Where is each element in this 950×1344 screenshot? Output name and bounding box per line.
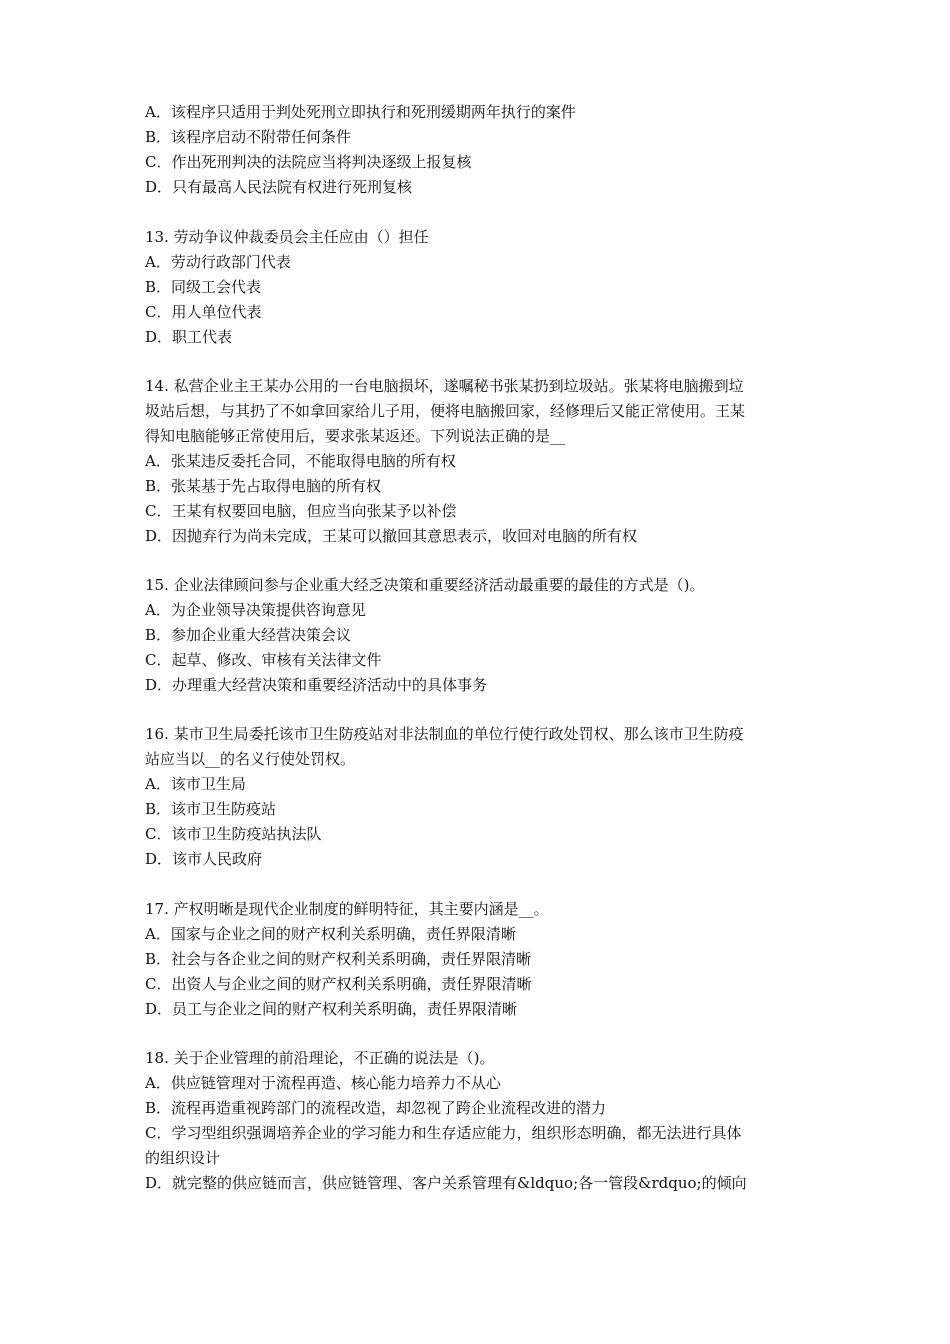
option-c-continued: 的组织设计 (145, 1149, 221, 1167)
question-stem: 18. 关于企业管理的前沿理论，不正确的说法是（)。 (145, 1049, 495, 1067)
question-18 (145, 1046, 815, 1196)
question-stem: 站应当以__的名义行使处罚权。 (145, 750, 356, 768)
option-b: B．参加企业重大经营决策会议 (145, 626, 352, 644)
question-17 (145, 897, 815, 1022)
option-a: A．该市卫生局 (145, 775, 246, 793)
option-a: A．劳动行政部门代表 (145, 253, 291, 271)
option-d: D．办理重大经营决策和重要经济活动中的具体事务 (145, 676, 488, 694)
option-c: C．出资人与企业之间的财产权利关系明确，责任界限清晰 (145, 975, 532, 993)
question-13 (145, 225, 815, 350)
option-a: A．为企业领导决策提供咨询意见 (145, 601, 366, 619)
question-12-options (145, 100, 815, 200)
option-d: D．只有最高人民法院有权进行死刑复核 (145, 178, 413, 196)
question-15 (145, 573, 815, 698)
option-a: A．供应链管理对于流程再造、核心能力培养力不从心 (145, 1074, 501, 1092)
question-stem: 15. 企业法律顾问参与企业重大经乏决策和重要经济活动最重要的最佳的方式是（)。 (145, 576, 705, 594)
option-c: C．起草、修改、审核有关法律文件 (145, 651, 382, 669)
option-c: C．学习型组织强调培养企业的学习能力和生存适应能力，组织形态明确，都无法进行具体 (145, 1124, 742, 1142)
option-a: A．张某违反委托合同，不能取得电脑的所有权 (145, 452, 456, 470)
option-b: B．张某基于先占取得电脑的所有权 (145, 477, 382, 495)
question-stem: 14. 私营企业主王某办公用的一台电脑损坏，遂嘱秘书张某扔到垃圾站。张某将电脑搬到垃 (145, 377, 744, 395)
option-b: B．流程再造重视跨部门的流程改造，却忽视了跨企业流程改进的潜力 (145, 1099, 607, 1117)
option-d: D．该市人民政府 (145, 850, 263, 868)
option-d: D．员工与企业之间的财产权利关系明确，责任界限清晰 (145, 1000, 518, 1018)
question-stem: 圾站后想，与其扔了不如拿回家给儿子用，便将电脑搬回家，经修理后又能正常使用。王某 (145, 402, 746, 420)
option-b: B．该程序启动不附带任何条件 (145, 128, 352, 146)
option-c: C．用人单位代表 (145, 303, 262, 321)
option-b: B．社会与各企业之间的财产权利关系明确，责任界限清晰 (145, 950, 532, 968)
option-d: D．因抛弃行为尚未完成，王某可以撤回其意思表示，收回对电脑的所有权 (145, 527, 638, 545)
option-b: B．同级工会代表 (145, 278, 262, 296)
option-c: C．该市卫生防疫站执法队 (145, 825, 322, 843)
option-c: C．王某有权要回电脑，但应当向张某予以补偿 (145, 502, 457, 520)
option-d: D．就完整的供应链而言，供应链管理、客户关系管理有&ldquo;各一管段&rdquo;的倾向 (145, 1174, 747, 1192)
option-c: C．作出死刑判决的法院应当将判决逐级上报复核 (145, 153, 472, 171)
option-d: D．职工代表 (145, 328, 233, 346)
question-stem: 17. 产权明晰是现代企业制度的鲜明特征，其主要内涵是__。 (145, 900, 549, 918)
option-b: B．该市卫生防疫站 (145, 800, 277, 818)
option-a: A．该程序只适用于判处死刑立即执行和死刑缓期两年执行的案件 (145, 103, 576, 121)
question-stem: 得知电脑能够正常使用后，要求张某返还。下列说法正确的是__ (145, 427, 566, 445)
question-stem: 16. 某市卫生局委托该市卫生防疫站对非法制血的单位行使行政处罚权、那么该市卫生防疫 (145, 725, 744, 743)
question-16 (145, 722, 815, 872)
question-14 (145, 374, 815, 549)
question-stem: 13. 劳动争议仲裁委员会主任应由（）担任 (145, 228, 429, 246)
option-a: A．国家与企业之间的财产权利关系明确，责任界限清晰 (145, 925, 516, 943)
